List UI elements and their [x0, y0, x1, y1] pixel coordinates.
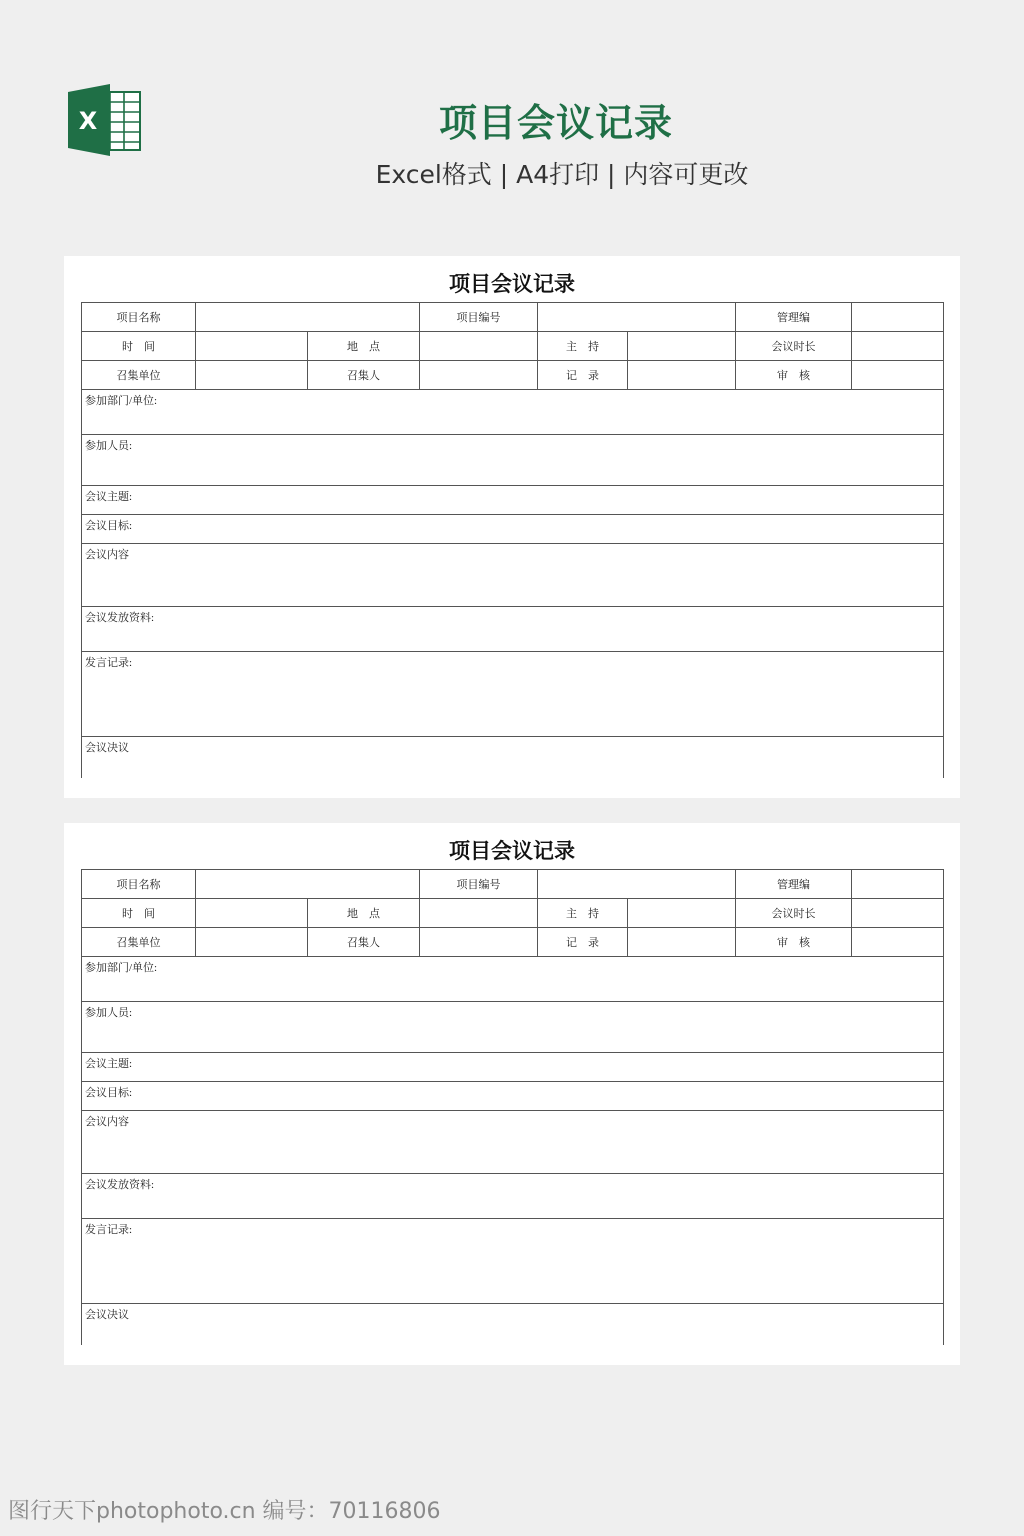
field-departments[interactable]: 参加部门/单位:	[82, 957, 944, 1002]
label-time: 时 间	[82, 332, 196, 361]
field-materials[interactable]: 会议发放资料:	[82, 1174, 944, 1219]
label-duration: 会议时长	[736, 899, 852, 928]
field-goal[interactable]: 会议目标:	[82, 1082, 944, 1111]
label-convener-unit: 召集单位	[82, 361, 196, 390]
label-convener: 召集人	[308, 361, 420, 390]
field-resolution[interactable]: 会议决议	[82, 1304, 944, 1346]
field-content[interactable]: 会议内容	[82, 544, 944, 607]
label-project-name: 项目名称	[82, 303, 196, 332]
label-manager: 管理编	[736, 870, 852, 899]
field-place[interactable]	[420, 332, 538, 361]
field-convener-unit[interactable]	[196, 361, 308, 390]
field-host[interactable]	[628, 899, 736, 928]
field-time[interactable]	[196, 332, 308, 361]
label-duration: 会议时长	[736, 332, 852, 361]
field-convener[interactable]	[420, 928, 538, 957]
label-recorder: 记 录	[538, 928, 628, 957]
field-topic[interactable]: 会议主题:	[82, 486, 944, 515]
label-reviewer: 审 核	[736, 928, 852, 957]
field-materials[interactable]: 会议发放资料:	[82, 607, 944, 652]
sheet-title: 项目会议记录	[449, 272, 575, 296]
label-recorder: 记 录	[538, 361, 628, 390]
field-project-name[interactable]	[196, 870, 420, 899]
field-project-no[interactable]	[538, 303, 736, 332]
field-convener[interactable]	[420, 361, 538, 390]
field-project-no[interactable]	[538, 870, 736, 899]
svg-text:X: X	[78, 107, 98, 135]
field-resolution[interactable]: 会议决议	[82, 737, 944, 779]
label-project-name: 项目名称	[82, 870, 196, 899]
field-recorder[interactable]	[628, 361, 736, 390]
label-time: 时 间	[82, 899, 196, 928]
field-duration[interactable]	[852, 899, 944, 928]
field-recorder[interactable]	[628, 928, 736, 957]
label-host: 主 持	[538, 332, 628, 361]
field-reviewer[interactable]	[852, 361, 944, 390]
field-attendees[interactable]: 参加人员:	[82, 435, 944, 486]
label-host: 主 持	[538, 899, 628, 928]
field-duration[interactable]	[852, 332, 944, 361]
field-topic[interactable]: 会议主题:	[82, 1053, 944, 1082]
field-time[interactable]	[196, 899, 308, 928]
form-sheet-1	[64, 256, 960, 798]
field-speech[interactable]: 发言记录:	[82, 1219, 944, 1304]
field-attendees[interactable]: 参加人员:	[82, 1002, 944, 1053]
meeting-form-table	[81, 869, 944, 1345]
meeting-form-table	[81, 302, 944, 778]
label-project-no: 项目编号	[420, 870, 538, 899]
field-reviewer[interactable]	[852, 928, 944, 957]
label-convener-unit: 召集单位	[82, 928, 196, 957]
label-place: 地 点	[308, 899, 420, 928]
label-project-no: 项目编号	[420, 303, 538, 332]
field-departments[interactable]: 参加部门/单位:	[82, 390, 944, 435]
field-convener-unit[interactable]	[196, 928, 308, 957]
watermark-text: 图行天下photophoto.cn 编号：70116806	[8, 1499, 441, 1524]
field-host[interactable]	[628, 332, 736, 361]
field-manager[interactable]	[852, 303, 944, 332]
field-project-name[interactable]	[196, 303, 420, 332]
field-speech[interactable]: 发言记录:	[82, 652, 944, 737]
sheet-title: 项目会议记录	[449, 839, 575, 863]
field-place[interactable]	[420, 899, 538, 928]
label-manager: 管理编	[736, 303, 852, 332]
field-manager[interactable]	[852, 870, 944, 899]
page-subtitle: Excel格式 | A4打印 | 内容可更改	[375, 160, 749, 189]
page-title: 项目会议记录	[438, 101, 673, 145]
field-goal[interactable]: 会议目标:	[82, 515, 944, 544]
label-place: 地 点	[308, 332, 420, 361]
label-reviewer: 审 核	[736, 361, 852, 390]
label-convener: 召集人	[308, 928, 420, 957]
field-content[interactable]: 会议内容	[82, 1111, 944, 1174]
form-sheet-2	[64, 823, 960, 1365]
